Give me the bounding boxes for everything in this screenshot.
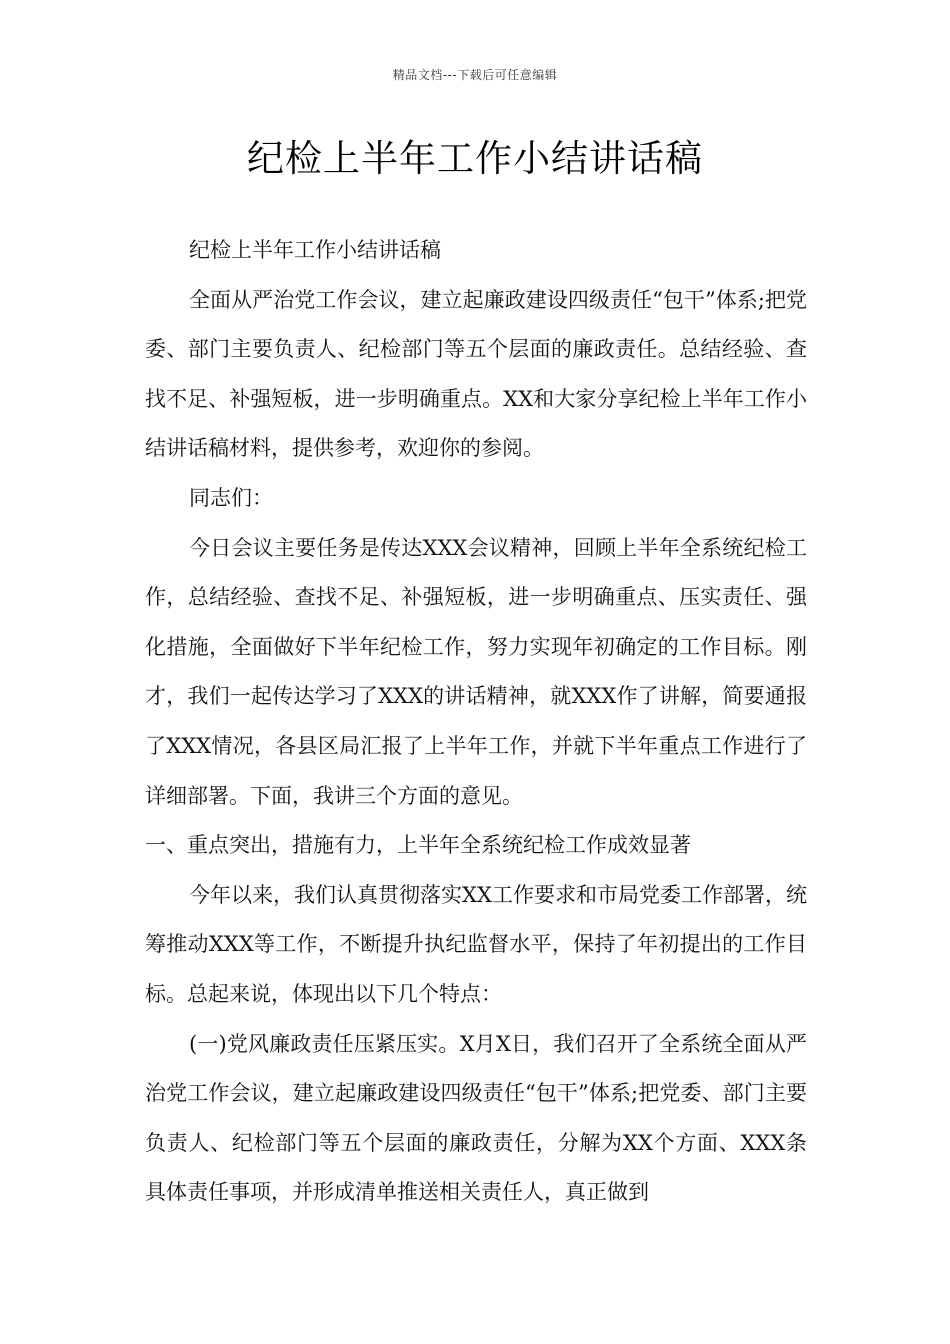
paragraph-intro: 全面从严治党工作会议，建立起廉政建设四级责任“包干”体系;把党委、部门主要负责人、纪检部门等五个层面的廉政责任。总结经验、查找不足、补强短板，进一步明确重点。XX和大家分享纪检上半年工作小结讲话稿材料，提供参考，欢迎你的参阅。: [145, 287, 807, 461]
paragraph-subtitle: 纪检上半年工作小结讲话稿: [189, 238, 441, 262]
paragraph-meeting: 今日会议主要任务是传达XXX会议精神，回顾上半年全系统纪检工作，总结经验、查找不足、补强短板，进一步明确重点、压实责任、强化措施，全面做好下半年纪检工作，努力实现年初确定的工作目标。刚才，我们一起传达学习了XXX的讲话精神，就XXX作了讲解，简要通报了XXX情况，各县区局汇报了上半年工作，并就下半年重点工作进行了详细部署。下面，我讲三个方面的意见。: [145, 535, 807, 808]
paragraph-overview: 今年以来，我们认真贯彻落实XX工作要求和市局党委工作部署，统筹推动XXX等工作，不断提升执纪监督水平，保持了年初提出的工作目标。总起来说，体现出以下几个特点：: [145, 882, 807, 1006]
section-heading-1: 一、重点突出，措施有力，上半年全系统纪检工作成效显著: [145, 833, 691, 858]
document-body: [145, 226, 807, 1218]
paragraph-salutation: 同志们：: [189, 485, 273, 510]
paragraph-point-1: (一)党风廉政责任压紧压实。X月X日，我们召开了全系统全面从严治党工作会议，建立起廉政建设四级责任“包干”体系;把党委、部门主要负责人、纪检部门等五个层面的廉政责任，分解为XX个方面、XXX条具体责任事项，并形成清单推送相关责任人，真正做到: [145, 1031, 807, 1205]
document-title: 纪检上半年工作小结讲话稿: [247, 137, 703, 180]
header-note: 精品文档---下载后可任意编辑: [392, 68, 558, 82]
